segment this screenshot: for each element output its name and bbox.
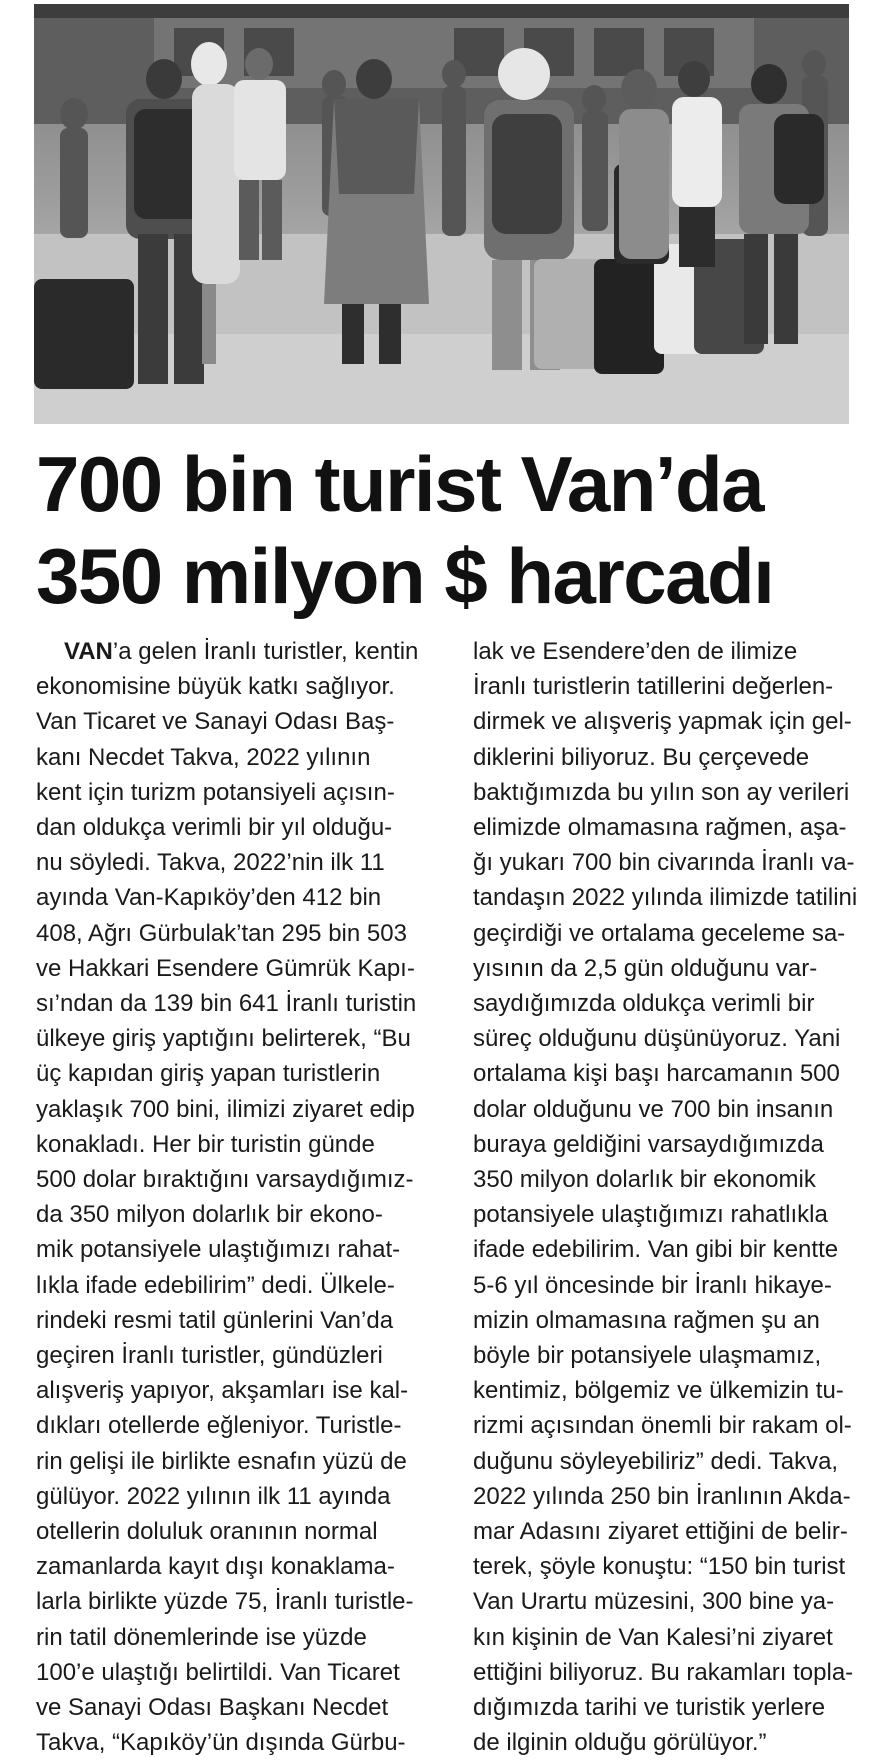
right-line: kın kişinin de Van Kalesi’ni ziyaret: [473, 1623, 833, 1651]
left-line: larla birlikte yüzde 75, İranlı turistle-: [36, 1588, 414, 1616]
lead-line: [36, 634, 468, 669]
right-line: mizin olmamasına rağmen şu an: [473, 1306, 820, 1334]
lead-word: VAN: [64, 638, 113, 665]
right-line: tandaşın 2022 yılında ilimizde tatilini: [473, 884, 858, 912]
left-line: Van Ticaret ve Sanayi Odası Baş-: [36, 708, 395, 736]
article-column-left: [36, 634, 468, 1761]
right-line: Van Urartu müzesini, 300 bine ya-: [473, 1588, 835, 1616]
left-line: gülüyor. 2022 yılının ilk 11 ayında: [36, 1482, 391, 1510]
right-line: lak ve Esendere’den de ilimize: [473, 638, 798, 665]
left-line: otellerin doluluk oranının normal: [36, 1518, 378, 1546]
left-line: nu söyledi. Takva, 2022’nin ilk 11: [36, 849, 385, 877]
right-line: terek, şöyle konuştu: “150 bin turist: [473, 1553, 846, 1581]
left-line: dıkları otellerde eğleniyor. Turistle-: [36, 1412, 402, 1440]
right-line: dığımızda tarihi ve turistik yerlere: [473, 1694, 826, 1722]
right-line: 5-6 yıl öncesinde bir İranlı hikaye-: [473, 1271, 832, 1299]
left-line: konakladı. Her bir turistin günde: [36, 1130, 375, 1158]
tourists-photo: [34, 4, 849, 424]
left-line: da 350 milyon dolarlık bir ekono-: [36, 1201, 383, 1229]
article-headline: [36, 438, 856, 622]
left-line: ve Sanayi Odası Başkanı Necdet: [36, 1694, 389, 1722]
right-line: yısının da 2,5 gün olduğunu var-: [473, 954, 818, 982]
headline-line-2: 350 milyon $ harcadı: [36, 532, 774, 620]
left-line: kent için turizm potansiyeli açısın-: [36, 778, 395, 806]
right-line: elimizde olmamasına rağmen, aşa-: [473, 814, 847, 842]
right-line: de ilginin olduğu görülüyor.”: [473, 1729, 767, 1757]
left-line: ve Hakkari Esendere Gümrük Kapı-: [36, 954, 415, 982]
left-line: rindeki resmi tatil günlerini Van’da: [36, 1306, 394, 1334]
right-line: dirmek ve alışveriş yapmak için gel-: [473, 708, 852, 736]
right-line: İranlı turistlerin tatillerini değerlen-: [473, 673, 834, 701]
right-line: rizmi açısından önemli bir rakam ol-: [473, 1412, 852, 1440]
left-line: lıkla ifade edebilirim” dedi. Ülkele-: [36, 1271, 395, 1299]
left-line: zamanlarda kayıt dışı konaklama-: [36, 1553, 395, 1581]
right-line: ettiğini biliyoruz. Bu rakamları topla-: [473, 1658, 854, 1686]
left-line: rin tatil dönemlerinde ise yüzde: [36, 1623, 367, 1651]
right-line: ğı yukarı 700 bin civarında İranlı va-: [473, 849, 855, 877]
left-line: 500 dolar bıraktığını varsaydığımız-: [36, 1166, 414, 1194]
right-line: kentimiz, bölgemiz ve ülkemizin tu-: [473, 1377, 844, 1405]
right-line: ortalama kişi başı harcamanın 500: [473, 1060, 840, 1088]
left-line: kanı Necdet Takva, 2022 yılının: [36, 743, 371, 771]
left-line: üç kapıdan giriş yapan turistlerin: [36, 1060, 381, 1088]
right-line: diklerini biliyoruz. Bu çerçevede: [473, 743, 810, 771]
right-line: dolar olduğunu ve 700 bin insanın: [473, 1095, 834, 1123]
left-line: mik potansiyele ulaştığımızı rahat-: [36, 1236, 401, 1264]
left-line: Takva, “Kapıköy’ün dışında Gürbu-: [36, 1729, 406, 1757]
left-line: ekonomisine büyük katkı sağlıyor.: [36, 673, 395, 701]
tourist-crowd-photo-icon: [34, 4, 849, 424]
right-line: saydığımızda oldukça verimli bir: [473, 990, 815, 1018]
right-line: 2022 yılında 250 bin İranlının Akda-: [473, 1482, 851, 1510]
right-line: baktığımızda bu yılın son ay verileri: [473, 778, 850, 806]
left-line: sı’ndan da 139 bin 641 İranlı turistin: [36, 990, 417, 1018]
left-line: yaklaşık 700 bini, ilimizi ziyaret edip: [36, 1095, 415, 1123]
left-line: 408, Ağrı Gürbulak’tan 295 bin 503: [36, 919, 407, 947]
left-line: dan oldukça verimli bir yıl olduğu-: [36, 814, 393, 842]
left-line: ülkeye giriş yaptığını belirterek, “Bu: [36, 1025, 411, 1053]
lead-line-rest: ’a gelen İranlı turistler, kentin: [112, 638, 419, 665]
left-line: geçiren İranlı turistler, gündüzleri: [36, 1342, 383, 1370]
right-line: mar Adasını ziyaret ettiğini de belir-: [473, 1518, 848, 1546]
left-line: rin gelişi ile birlikte esnafın yüzü de: [36, 1447, 407, 1475]
right-line: duğunu söyleyebiliriz” dedi. Takva,: [473, 1447, 839, 1475]
left-line: 100’e ulaştığı belirtildi. Van Ticaret: [36, 1658, 400, 1686]
headline-line-1: 700 bin turist Van’da: [36, 440, 764, 528]
right-line: süreç olduğunu düşünüyoruz. Yani: [473, 1025, 841, 1053]
right-line: buraya geldiğini varsaydığımızda: [473, 1130, 824, 1158]
left-line: ayında Van-Kapıköy’den 412 bin: [36, 884, 382, 912]
right-line: ifade edebilirim. Van gibi bir kentte: [473, 1236, 839, 1264]
right-line: böyle bir potansiyele ulaşmamız,: [473, 1342, 822, 1370]
right-line: geçirdiği ve ortalama geceleme sa-: [473, 919, 846, 947]
right-line: 350 milyon dolarlık bir ekonomik: [473, 1166, 816, 1194]
right-line: potansiyele ulaştığımızı rahatlıkla: [473, 1201, 828, 1229]
left-line: alışveriş yapıyor, akşamları ise kal-: [36, 1377, 409, 1405]
article-column-right: [473, 634, 863, 1761]
